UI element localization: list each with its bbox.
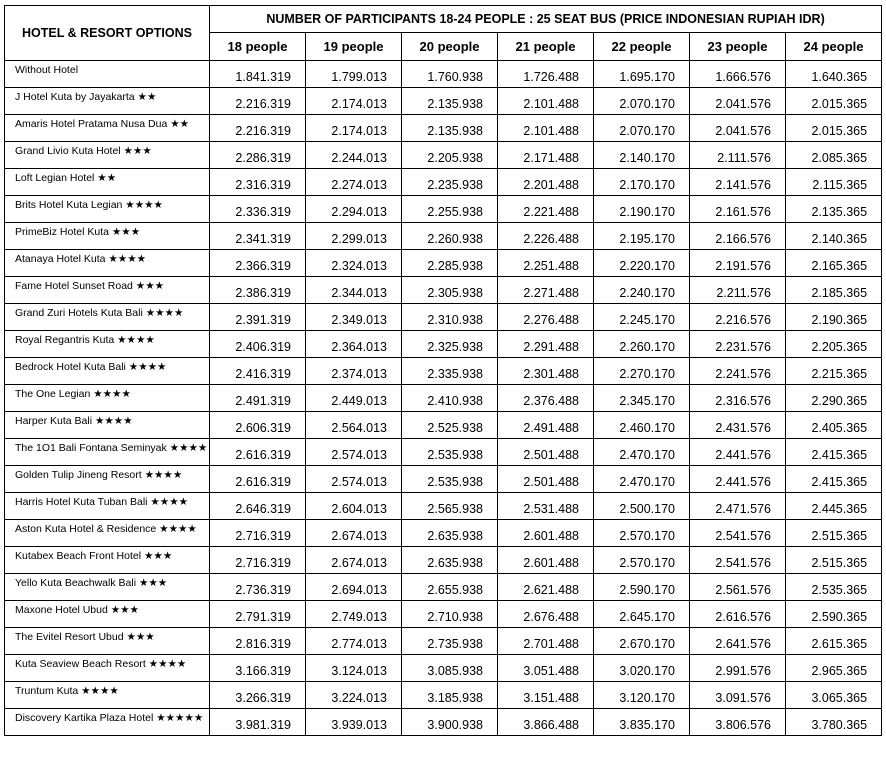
table-row [5,196,882,223]
price-cell: 2.646.319 [210,493,306,520]
price-cell: 2.601.488 [498,547,594,574]
table-row [5,115,882,142]
hotel-name-cell: Atanaya Hotel Kuta ★★★★ [5,250,210,277]
price-cell: 2.531.488 [498,493,594,520]
price-cell: 3.835.170 [594,709,690,736]
price-cell: 2.349.013 [306,304,402,331]
price-cell: 2.501.488 [498,466,594,493]
price-cell: 2.174.013 [306,88,402,115]
table-row [5,628,882,655]
price-table-container [4,5,882,736]
price-cell: 2.166.576 [690,223,786,250]
price-cell: 2.736.319 [210,574,306,601]
price-cell: 2.231.576 [690,331,786,358]
price-cell: 2.606.319 [210,412,306,439]
price-cell: 2.386.319 [210,277,306,304]
price-cell: 2.655.938 [402,574,498,601]
price-cell: 3.185.938 [402,682,498,709]
price-cell: 2.674.013 [306,520,402,547]
price-cell: 2.374.013 [306,358,402,385]
price-cell: 2.305.938 [402,277,498,304]
price-cell: 2.616.319 [210,466,306,493]
price-cell: 2.535.938 [402,466,498,493]
column-header-24-people: 24 people [786,33,882,61]
table-row [5,277,882,304]
price-cell: 2.325.938 [402,331,498,358]
price-cell: 2.260.938 [402,223,498,250]
price-cell: 2.294.013 [306,196,402,223]
price-cell: 2.635.938 [402,520,498,547]
price-cell: 2.415.365 [786,466,882,493]
price-cell: 2.791.319 [210,601,306,628]
price-cell: 2.749.013 [306,601,402,628]
price-cell: 2.215.365 [786,358,882,385]
price-cell: 2.590.365 [786,601,882,628]
price-cell: 2.235.938 [402,169,498,196]
price-cell: 2.570.170 [594,520,690,547]
price-cell: 2.316.576 [690,385,786,412]
hotel-name-cell: Maxone Hotel Ubud ★★★ [5,601,210,628]
price-cell: 2.449.013 [306,385,402,412]
price-cell: 2.570.170 [594,547,690,574]
hotel-name-cell: Bedrock Hotel Kuta Bali ★★★★ [5,358,210,385]
hotel-name-cell: Royal Regantris Kuta ★★★★ [5,331,210,358]
price-cell: 1.799.013 [306,61,402,88]
price-cell: 2.641.576 [690,628,786,655]
price-cell: 2.376.488 [498,385,594,412]
hotel-name-cell: Harris Hotel Kuta Tuban Bali ★★★★ [5,493,210,520]
table-row [5,385,882,412]
column-header-20-people: 20 people [402,33,498,61]
price-cell: 2.226.488 [498,223,594,250]
price-cell: 2.405.365 [786,412,882,439]
price-cell: 2.211.576 [690,277,786,304]
price-cell: 2.240.170 [594,277,690,304]
price-cell: 2.574.013 [306,439,402,466]
price-cell: 2.716.319 [210,547,306,574]
price-cell: 3.900.938 [402,709,498,736]
price-cell: 2.491.488 [498,412,594,439]
price-cell: 2.410.938 [402,385,498,412]
hotel-name-cell: PrimeBiz Hotel Kuta ★★★ [5,223,210,250]
price-cell: 3.065.365 [786,682,882,709]
price-cell: 2.245.170 [594,304,690,331]
hotel-name-cell: The One Legian ★★★★ [5,385,210,412]
price-cell: 2.635.938 [402,547,498,574]
price-cell: 2.070.170 [594,88,690,115]
price-cell: 3.780.365 [786,709,882,736]
hotel-name-cell: Without Hotel [5,61,210,88]
hotel-name-cell: Truntum Kuta ★★★★ [5,682,210,709]
price-cell: 2.221.488 [498,196,594,223]
price-cell: 2.344.013 [306,277,402,304]
price-cell: 2.174.013 [306,115,402,142]
price-cell: 2.316.319 [210,169,306,196]
price-cell: 2.101.488 [498,115,594,142]
table-row [5,709,882,736]
price-cell: 2.406.319 [210,331,306,358]
price-cell: 3.166.319 [210,655,306,682]
hotel-name-cell: Kuta Seaview Beach Resort ★★★★ [5,655,210,682]
price-cell: 2.491.319 [210,385,306,412]
hotel-name-cell: J Hotel Kuta by Jayakarta ★★ [5,88,210,115]
price-cell: 1.666.576 [690,61,786,88]
table-title: NUMBER OF PARTICIPANTS 18-24 PEOPLE : 25 SEAT BUS (PRICE INDONESIAN RUPIAH IDR) [210,6,882,33]
price-cell: 1.640.365 [786,61,882,88]
hotel-name-cell: Kutabex Beach Front Hotel ★★★ [5,547,210,574]
price-cell: 2.416.319 [210,358,306,385]
price-cell: 2.310.938 [402,304,498,331]
price-cell: 2.694.013 [306,574,402,601]
price-cell: 2.515.365 [786,520,882,547]
price-cell: 2.165.365 [786,250,882,277]
price-cell: 2.364.013 [306,331,402,358]
price-cell: 2.111.576 [690,142,786,169]
price-cell: 3.939.013 [306,709,402,736]
price-cell: 2.710.938 [402,601,498,628]
price-cell: 2.604.013 [306,493,402,520]
price-cell: 2.415.365 [786,439,882,466]
price-cell: 2.255.938 [402,196,498,223]
price-cell: 1.695.170 [594,61,690,88]
table-row [5,169,882,196]
price-cell: 2.676.488 [498,601,594,628]
price-cell: 2.201.488 [498,169,594,196]
hotel-name-cell: Fame Hotel Sunset Road ★★★ [5,277,210,304]
price-cell: 2.565.938 [402,493,498,520]
hotel-name-cell: The 1O1 Bali Fontana Seminyak ★★★★ [5,439,210,466]
price-cell: 3.020.170 [594,655,690,682]
price-cell: 2.276.488 [498,304,594,331]
hotel-name-cell: Golden Tulip Jineng Resort ★★★★ [5,466,210,493]
price-table [4,5,882,736]
table-row [5,574,882,601]
price-cell: 2.541.576 [690,547,786,574]
column-header-18-people: 18 people [210,33,306,61]
hotel-name-cell: Grand Zuri Hotels Kuta Bali ★★★★ [5,304,210,331]
price-cell: 3.091.576 [690,682,786,709]
price-cell: 2.336.319 [210,196,306,223]
price-cell: 3.124.013 [306,655,402,682]
price-cell: 2.290.365 [786,385,882,412]
price-cell: 3.151.488 [498,682,594,709]
price-cell: 2.535.365 [786,574,882,601]
table-row [5,331,882,358]
price-cell: 2.191.576 [690,250,786,277]
price-cell: 2.615.365 [786,628,882,655]
hotel-name-cell: Loft Legian Hotel ★★ [5,169,210,196]
column-header-22-people: 22 people [594,33,690,61]
price-cell: 2.141.576 [690,169,786,196]
price-cell: 2.251.488 [498,250,594,277]
price-cell: 2.115.365 [786,169,882,196]
price-cell: 2.460.170 [594,412,690,439]
price-cell: 2.525.938 [402,412,498,439]
price-cell: 2.616.319 [210,439,306,466]
price-cell: 2.270.170 [594,358,690,385]
hotel-name-cell: Brits Hotel Kuta Legian ★★★★ [5,196,210,223]
price-cell: 2.561.576 [690,574,786,601]
price-cell: 2.535.938 [402,439,498,466]
price-cell: 3.866.488 [498,709,594,736]
price-cell: 2.471.576 [690,493,786,520]
price-cell: 2.621.488 [498,574,594,601]
price-cell: 2.991.576 [690,655,786,682]
hotel-name-cell: Harper Kuta Bali ★★★★ [5,412,210,439]
price-cell: 3.051.488 [498,655,594,682]
hotel-name-cell: Discovery Kartika Plaza Hotel ★★★★★ [5,709,210,736]
table-row [5,88,882,115]
price-cell: 2.241.576 [690,358,786,385]
price-cell: 2.205.365 [786,331,882,358]
price-cell: 1.726.488 [498,61,594,88]
price-cell: 2.445.365 [786,493,882,520]
price-cell: 2.135.938 [402,88,498,115]
table-row [5,682,882,709]
price-cell: 1.841.319 [210,61,306,88]
price-cell: 2.274.013 [306,169,402,196]
price-cell: 2.190.170 [594,196,690,223]
price-cell: 2.391.319 [210,304,306,331]
price-cell: 2.220.170 [594,250,690,277]
price-cell: 2.286.319 [210,142,306,169]
hotel-name-cell: Aston Kuta Hotel & Residence ★★★★ [5,520,210,547]
price-cell: 2.101.488 [498,88,594,115]
table-row [5,142,882,169]
price-cell: 2.161.576 [690,196,786,223]
price-cell: 2.574.013 [306,466,402,493]
price-cell: 2.541.576 [690,520,786,547]
price-cell: 2.590.170 [594,574,690,601]
table-row [5,304,882,331]
price-cell: 2.616.576 [690,601,786,628]
table-row [5,601,882,628]
price-cell: 2.140.365 [786,223,882,250]
price-cell: 2.170.170 [594,169,690,196]
table-row [5,412,882,439]
price-cell: 2.965.365 [786,655,882,682]
price-cell: 2.041.576 [690,88,786,115]
price-cell: 2.260.170 [594,331,690,358]
price-cell: 2.324.013 [306,250,402,277]
price-cell: 3.981.319 [210,709,306,736]
price-cell: 2.285.938 [402,250,498,277]
price-cell: 2.271.488 [498,277,594,304]
price-cell: 2.216.319 [210,88,306,115]
table-row [5,250,882,277]
price-cell: 2.645.170 [594,601,690,628]
price-cell: 3.806.576 [690,709,786,736]
table-row [5,520,882,547]
price-cell: 2.515.365 [786,547,882,574]
price-cell: 2.171.488 [498,142,594,169]
hotel-name-cell: Yello Kuta Beachwalk Bali ★★★ [5,574,210,601]
price-cell: 3.085.938 [402,655,498,682]
price-cell: 2.070.170 [594,115,690,142]
price-cell: 2.341.319 [210,223,306,250]
price-cell: 2.190.365 [786,304,882,331]
table-row [5,547,882,574]
price-cell: 2.135.365 [786,196,882,223]
price-cell: 1.760.938 [402,61,498,88]
price-cell: 3.266.319 [210,682,306,709]
price-cell: 2.085.365 [786,142,882,169]
price-cell: 2.041.576 [690,115,786,142]
hotel-name-cell: Grand Livio Kuta Hotel ★★★ [5,142,210,169]
price-cell: 2.701.488 [498,628,594,655]
column-header-19-people: 19 people [306,33,402,61]
price-cell: 2.441.576 [690,439,786,466]
hotel-name-cell: The Evitel Resort Ubud ★★★ [5,628,210,655]
price-cell: 2.366.319 [210,250,306,277]
table-row [5,223,882,250]
table-row [5,466,882,493]
column-header-21-people: 21 people [498,33,594,61]
price-cell: 2.216.576 [690,304,786,331]
price-cell: 2.774.013 [306,628,402,655]
price-cell: 2.601.488 [498,520,594,547]
price-cell: 2.564.013 [306,412,402,439]
price-cell: 2.345.170 [594,385,690,412]
price-cell: 2.735.938 [402,628,498,655]
price-cell: 2.244.013 [306,142,402,169]
price-cell: 2.674.013 [306,547,402,574]
table-row [5,493,882,520]
price-cell: 2.015.365 [786,88,882,115]
column-header-23-people: 23 people [690,33,786,61]
table-body [5,61,882,736]
price-cell: 2.501.488 [498,439,594,466]
hotel-options-header: HOTEL & RESORT OPTIONS [5,6,210,61]
price-cell: 2.441.576 [690,466,786,493]
price-cell: 2.470.170 [594,466,690,493]
price-cell: 3.120.170 [594,682,690,709]
price-cell: 2.500.170 [594,493,690,520]
price-cell: 2.431.576 [690,412,786,439]
price-cell: 2.185.365 [786,277,882,304]
price-cell: 2.470.170 [594,439,690,466]
table-row [5,358,882,385]
price-cell: 2.216.319 [210,115,306,142]
price-cell: 2.140.170 [594,142,690,169]
table-row [5,61,882,88]
price-cell: 2.670.170 [594,628,690,655]
price-cell: 2.195.170 [594,223,690,250]
hotel-name-cell: Amaris Hotel Pratama Nusa Dua ★★ [5,115,210,142]
price-cell: 2.299.013 [306,223,402,250]
price-cell: 2.816.319 [210,628,306,655]
price-cell: 3.224.013 [306,682,402,709]
price-cell: 2.205.938 [402,142,498,169]
price-cell: 2.716.319 [210,520,306,547]
price-cell: 2.291.488 [498,331,594,358]
table-row [5,439,882,466]
price-cell: 2.301.488 [498,358,594,385]
price-cell: 2.015.365 [786,115,882,142]
price-cell: 2.335.938 [402,358,498,385]
price-cell: 2.135.938 [402,115,498,142]
table-row [5,655,882,682]
